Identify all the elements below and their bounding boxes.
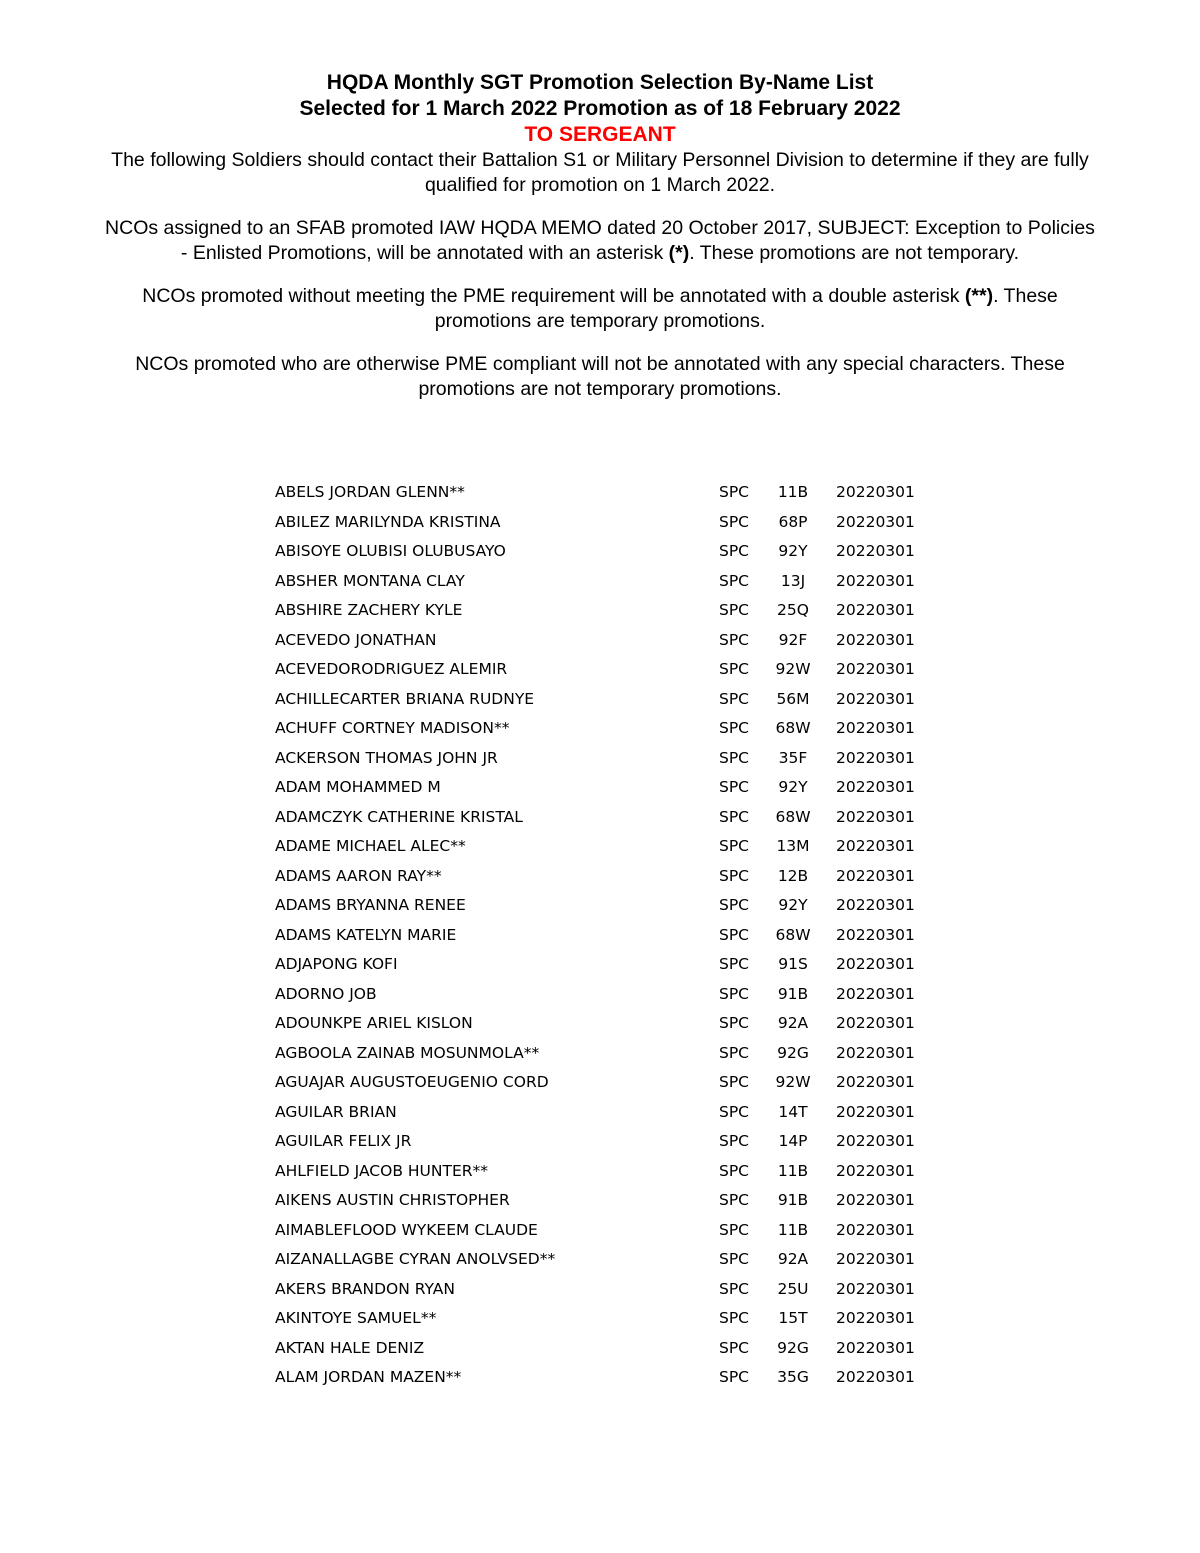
soldier-name: AKERS BRANDON RYAN: [275, 1279, 455, 1298]
soldier-name: AIZANALLAGBE CYRAN ANOLVSED**: [275, 1250, 556, 1268]
soldier-name: ACKERSON THOMAS JOHN JR: [275, 748, 498, 767]
list-item: [275, 567, 975, 597]
title-line-2: Selected for 1 March 2022 Promotion as of 18 February 2022: [299, 97, 901, 120]
soldier-rank: SPC: [719, 925, 750, 944]
soldier-name: ACEVEDORODRIGUEZ ALEMIR: [275, 660, 508, 678]
list-item: [275, 508, 975, 538]
soldier-name: ABSHER MONTANA CLAY: [275, 571, 465, 590]
list-item: [275, 1363, 975, 1393]
soldier-rank: SPC: [719, 955, 750, 973]
promotion-date: 20220301: [836, 1191, 915, 1209]
soldier-rank: SPC: [719, 483, 750, 501]
promotion-date: 20220301: [836, 601, 915, 619]
list-item: [275, 478, 975, 508]
list-item: [275, 1216, 975, 1246]
list-item: [275, 1157, 975, 1187]
soldier-rank: SPC: [719, 719, 750, 737]
soldier-name: ADAMS BRYANNA RENEE: [275, 896, 466, 914]
soldier-rank: SPC: [719, 1014, 750, 1032]
soldier-rank: SPC: [719, 1073, 750, 1091]
list-item: [275, 950, 975, 980]
soldier-mos: 13J: [780, 571, 806, 590]
list-item: [275, 891, 975, 921]
soldier-name: ADOUNKPE ARIEL KISLON: [275, 1014, 473, 1032]
promotion-date: 20220301: [836, 1309, 915, 1327]
list-item: [275, 1039, 975, 1069]
list-item: [275, 626, 975, 656]
soldier-mos: 15T: [778, 1309, 808, 1327]
promotion-date: 20220301: [836, 896, 915, 914]
soldier-name: ADJAPONG KOFI: [275, 955, 398, 973]
soldier-mos: 68W: [775, 925, 811, 944]
soldier-name: ABILEZ MARILYNDA KRISTINA: [275, 512, 501, 531]
soldier-name: ADAME MICHAEL ALEC**: [275, 837, 466, 855]
soldier-rank: SPC: [719, 778, 750, 796]
promotion-date: 20220301: [836, 1250, 915, 1268]
soldier-name: ABSHIRE ZACHERY KYLE: [275, 601, 463, 619]
soldier-mos: 14P: [778, 1132, 808, 1150]
list-item: [275, 832, 975, 862]
pme-paragraph: [100, 284, 1100, 333]
list-item: [275, 655, 975, 685]
list-item: [275, 714, 975, 744]
list-item: [275, 537, 975, 567]
title-line-1: HQDA Monthly SGT Promotion Selection By-Name List: [326, 71, 874, 94]
promotion-date: 20220301: [836, 1043, 915, 1062]
soldier-mos: 35G: [777, 1368, 809, 1386]
soldier-rank: SPC: [719, 542, 750, 560]
promotion-date: 20220301: [836, 807, 915, 826]
promotion-date: 20220301: [836, 630, 915, 649]
document-header: [100, 70, 1100, 401]
list-item: [275, 862, 975, 892]
soldier-rank: SPC: [719, 748, 750, 767]
soldier-mos: 13M: [776, 837, 810, 855]
soldier-name: ACHILLECARTER BRIANA RUDNYE: [275, 689, 535, 708]
sfab-paragraph: [100, 216, 1100, 265]
soldier-mos: 92A: [777, 1014, 809, 1032]
soldier-name: ADAMCZYK CATHERINE KRISTAL: [275, 807, 523, 826]
promotion-date: 20220301: [836, 1368, 915, 1386]
list-item: [275, 1009, 975, 1039]
pme-text-a: NCOs promoted without meeting the PME requirement will be annotated with a double asterisk: [142, 285, 965, 307]
list-item: [275, 1304, 975, 1334]
soldier-mos: 68W: [775, 807, 811, 826]
single-asterisk-marker: (*): [668, 241, 690, 264]
promotion-grade-heading: TO SERGEANT: [524, 123, 676, 146]
soldier-name: ADAMS AARON RAY**: [275, 866, 442, 885]
soldier-name: AGUAJAR AUGUSTOEUGENIO CORD: [275, 1073, 549, 1091]
list-item: [275, 744, 975, 774]
soldier-mos: 92G: [777, 1338, 809, 1357]
soldier-mos: 92A: [777, 1250, 809, 1268]
soldier-rank: SPC: [719, 1043, 750, 1062]
soldier-mos: 11B: [777, 1220, 809, 1239]
soldier-name: ALAM JORDAN MAZEN**: [275, 1368, 462, 1386]
soldier-mos: 91B: [777, 984, 809, 1003]
soldier-rank: SPC: [719, 1338, 750, 1357]
soldier-name: ADAM MOHAMMED M: [275, 778, 441, 796]
promotion-date: 20220301: [836, 955, 915, 973]
list-item: [275, 596, 975, 626]
promotion-date: 20220301: [836, 719, 915, 737]
soldier-rank: SPC: [719, 689, 750, 708]
promotion-date: 20220301: [836, 1073, 915, 1091]
soldier-name: AGUILAR FELIX JR: [275, 1132, 412, 1150]
promotion-date: 20220301: [836, 1102, 915, 1121]
soldier-mos: 14T: [778, 1102, 808, 1121]
soldier-rank: SPC: [719, 630, 750, 649]
list-item: [275, 1186, 975, 1216]
soldier-mos: 92Y: [778, 896, 808, 914]
soldier-mos: 12B: [777, 866, 809, 885]
soldier-name: ADORNO JOB: [275, 984, 377, 1003]
soldier-name: AKTAN HALE DENIZ: [275, 1338, 425, 1357]
soldier-mos: 35F: [778, 748, 808, 767]
soldier-mos: 92F: [778, 630, 808, 649]
soldier-rank: SPC: [719, 1250, 750, 1268]
soldier-name: AHLFIELD JACOB HUNTER**: [275, 1161, 489, 1180]
soldier-rank: SPC: [719, 896, 750, 914]
promotion-date: 20220301: [836, 512, 915, 531]
promotion-date: 20220301: [836, 837, 915, 855]
soldier-mos: 25U: [777, 1279, 809, 1298]
list-item: [275, 1275, 975, 1305]
soldier-list: [275, 478, 975, 1393]
soldier-rank: SPC: [719, 512, 750, 531]
soldier-rank: SPC: [719, 1161, 750, 1180]
soldier-name: AKINTOYE SAMUEL**: [275, 1309, 437, 1327]
list-item: [275, 921, 975, 951]
soldier-mos: 91S: [778, 955, 808, 973]
list-item: [275, 773, 975, 803]
soldier-rank: SPC: [719, 984, 750, 1003]
list-item: [275, 1098, 975, 1128]
soldier-name: ABISOYE OLUBISI OLUBUSAYO: [275, 542, 506, 560]
soldier-rank: SPC: [719, 1220, 750, 1239]
soldier-mos: 92G: [777, 1043, 809, 1062]
promotion-date: 20220301: [836, 571, 915, 590]
promotion-date: 20220301: [836, 1220, 915, 1239]
list-item: [275, 1245, 975, 1275]
promotion-date: 20220301: [836, 1338, 915, 1357]
double-asterisk-marker: (**): [964, 285, 994, 307]
soldier-mos: 92Y: [778, 778, 808, 796]
list-item: [275, 1068, 975, 1098]
promotion-date: 20220301: [836, 689, 915, 708]
soldier-name: AIKENS AUSTIN CHRISTOPHER: [275, 1191, 510, 1209]
soldier-rank: SPC: [719, 1368, 750, 1386]
list-item: [275, 685, 975, 715]
promotion-date: 20220301: [836, 925, 915, 944]
soldier-name: ADAMS KATELYN MARIE: [275, 925, 457, 944]
promotion-date: 20220301: [836, 1014, 915, 1032]
soldier-mos: 92W: [775, 660, 811, 678]
sfab-text-a: NCOs assigned to an SFAB promoted IAW HQDA MEMO dated 20 October 2017, SUBJECT: Exception to Policies - Enlisted Promotions, will be annotated with an asterisk: [105, 217, 1095, 264]
list-item: [275, 980, 975, 1010]
compliant-paragraph: NCOs promoted who are otherwise PME compliant will not be annotated with any special characters. These promotions are not temporary promotions.: [135, 353, 1065, 400]
promotion-date: 20220301: [836, 660, 915, 678]
soldier-mos: 11B: [777, 1161, 809, 1180]
list-item: [275, 1127, 975, 1157]
soldier-rank: SPC: [719, 1309, 750, 1327]
soldier-name: ACHUFF CORTNEY MADISON**: [275, 719, 510, 737]
instruction-paragraph: The following Soldiers should contact their Battalion S1 or Military Personnel Division to determine if they are fully qualified for promotion on 1 March 2022.: [111, 149, 1089, 196]
promotion-date: 20220301: [836, 984, 915, 1003]
promotion-date: 20220301: [836, 1132, 915, 1150]
promotion-date: 20220301: [836, 1161, 915, 1180]
soldier-rank: SPC: [719, 866, 750, 885]
sfab-text-b: . These promotions are not temporary.: [689, 241, 1020, 264]
soldier-rank: SPC: [719, 837, 750, 855]
soldier-name: AGBOOLA ZAINAB MOSUNMOLA**: [275, 1043, 540, 1062]
list-item: [275, 803, 975, 833]
soldier-rank: SPC: [719, 1191, 750, 1209]
soldier-mos: 56M: [776, 689, 810, 708]
soldier-name: ACEVEDO JONATHAN: [275, 630, 437, 649]
soldier-mos: 11B: [777, 483, 809, 501]
soldier-rank: SPC: [719, 601, 750, 619]
promotion-date: 20220301: [836, 542, 915, 560]
soldier-mos: 68W: [775, 719, 811, 737]
soldier-rank: SPC: [719, 1279, 750, 1298]
soldier-rank: SPC: [719, 1132, 750, 1150]
promotion-date: 20220301: [836, 483, 915, 501]
soldier-mos: 68P: [778, 512, 808, 531]
soldier-mos: 25Q: [777, 601, 809, 619]
soldier-name: ABELS JORDAN GLENN**: [275, 483, 465, 501]
soldier-mos: 91B: [777, 1191, 809, 1209]
promotion-date: 20220301: [836, 748, 915, 767]
soldier-rank: SPC: [719, 571, 750, 590]
soldier-mos: 92Y: [778, 542, 808, 560]
soldier-name: AIMABLEFLOOD WYKEEM CLAUDE: [275, 1220, 538, 1239]
promotion-date: 20220301: [836, 866, 915, 885]
soldier-rank: SPC: [719, 1102, 750, 1121]
promotion-date: 20220301: [836, 778, 915, 796]
soldier-name: AGUILAR BRIAN: [275, 1102, 397, 1121]
soldier-mos: 92W: [775, 1073, 811, 1091]
list-item: [275, 1334, 975, 1364]
soldier-rank: SPC: [719, 807, 750, 826]
soldier-rank: SPC: [719, 660, 750, 678]
pme-text-b: . These promotions are temporary promotions.: [434, 285, 1058, 332]
promotion-date: 20220301: [836, 1279, 915, 1298]
